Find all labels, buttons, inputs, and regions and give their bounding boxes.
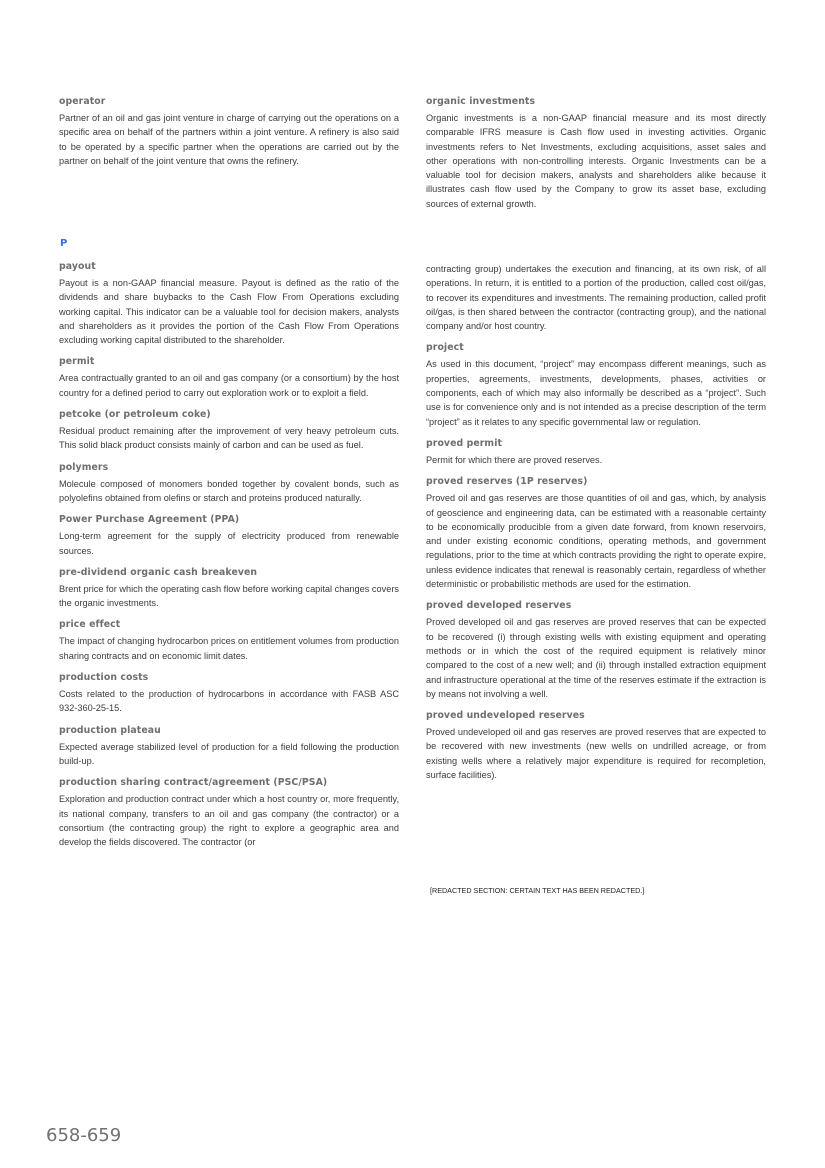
glossary-definition: Area contractually granted to an oil and gas company (or a consortium) by the host country for a defined period to carry out exploration work or to exploit a field. [59,373,399,398]
glossary-definition: Long-term agreement for the supply of electricity produced from renewable sources. [59,531,399,556]
glossary-definition: Permit for which there are proved reserves. [426,454,603,465]
glossary-term: proved developed reserves [426,600,572,612]
glossary-definition: Proved undeveloped oil and gas reserves are proved reserves that are expected to be recovered with new investments (new wells on undrilled acreage, or from existing wells where a relatively major expenditure is required for recompletion, surface facilities). [426,727,766,781]
glossary-term: production sharing contract/agreement (PSC/PSA) [59,777,328,789]
glossary-entry-production-costs [59,672,399,716]
glossary-definition: Molecule composed of monomers bonded together by covalent bonds, such as polyolefins obtained from olefins or starch and proteins produced naturally. [59,478,399,503]
right-column-top [426,96,766,220]
redacted-note: [REDACTED SECTION: CERTAIN TEXT HAS BEEN REDACTED.] [430,886,645,895]
left-column-bottom [59,261,399,858]
glossary-entry-proved-permit [426,438,766,467]
glossary-entry-polymers [59,462,399,506]
glossary-term: polymers [59,461,109,473]
glossary-term: proved reserves (1P reserves) [426,476,588,488]
glossary-definition: Proved oil and gas reserves are those quantities of oil and gas, which, by analysis of geoscience and engineering data, can be estimated with a reasonable certainty to be economically producible from a given date forward, from known reservoirs, and under existing economic conditions, operating methods, and government regulations, prior to the time at which contracts providing the right to operate expire, unless evidence indicates that renewal is reasonably certain, regardless of whether deterministic or probabilistic methods are used for the estimation. [426,493,766,590]
glossary-entry-permit [59,356,399,400]
glossary-entry-pre-dividend-breakeven [59,567,399,611]
glossary-entry-psc-psa [59,777,399,849]
glossary-term: price effect [59,619,121,631]
glossary-entry-payout [59,261,399,347]
glossary-definition: Payout is a non-GAAP financial measure. Payout is defined as the ratio of the dividends and share buybacks to the Cash Flow From Operations excluding working capital. This indicator can be a valuable tool for decision makers, analysts and shareholders as it provides the portion of the Cash Flow From Operations excluding working capital distributed to the shareholder. [59,278,399,346]
right-column-bottom [426,262,766,791]
glossary-definition: Partner of an oil and gas joint venture in charge of carrying out the operations on a specific area on behalf of the partners within a joint venture. A refinery is also said to be operated by a specific partner when the operations are carried out by the partner on behalf of the joint venture that owns the refinery. [59,113,399,166]
glossary-definition: Residual product remaining after the improvement of very heavy petroleum cuts. This solid black product consists mainly of carbon and can be used as fuel. [59,426,399,451]
glossary-entry-production-plateau [59,725,399,769]
glossary-term: operator [59,96,106,107]
glossary-term: proved permit [426,437,503,449]
glossary-term: permit [59,356,95,368]
glossary-term: payout [59,261,96,272]
glossary-entry-operator [59,96,399,168]
glossary-entry-organic-investments [426,96,766,211]
glossary-term: project [426,342,464,354]
glossary-entry-petcoke [59,409,399,453]
glossary-term: production plateau [59,724,161,736]
glossary-entry-proved-undeveloped-reserves [426,710,766,782]
page-number: 658-659 [46,1125,122,1146]
glossary-definition: As used in this document, “project” may encompass different meanings, such as properties, agreements, investments, developments, phases, activities or components, each of which may also informally be described as a “project”. Such use is for convenience only and is not intended as a precise description of the term “project” as it relates to any specific governmental law or regulation. [426,359,766,427]
psc-definition-continued: contracting group) undertakes the execution and financing, at its own risk, of all operations. In return, it is entitled to a portion of the production, called cost oil/gas, to recover its expenditures and investments. The remaining production, called profit oil/gas, is then shared between the contractor (contracting group), and the national company and/or host country. [426,264,766,332]
glossary-entry-project [426,342,766,428]
glossary-term: production costs [59,672,149,684]
glossary-entry-proved-reserves [426,476,766,591]
section-letter: P [60,238,68,249]
glossary-term: proved undeveloped reserves [426,710,585,722]
glossary-definition: Costs related to the production of hydrocarbons in accordance with FASB ASC 932-360-25-15. [59,689,399,714]
glossary-term: Power Purchase Agreement (PPA) [59,514,240,526]
left-column-top [59,96,399,177]
glossary-entry-proved-developed-reserves [426,600,766,701]
glossary-entry-ppa [59,514,399,558]
glossary-definition: Expected average stabilized level of production for a field following the production build-up. [59,741,399,766]
glossary-term: organic investments [426,96,536,107]
glossary-entry-price-effect [59,619,399,663]
glossary-term: petcoke (or petroleum coke) [59,409,211,421]
glossary-definition: Brent price for which the operating cash flow before working capital changes covers the organic investments. [59,583,399,609]
glossary-definition: Exploration and production contract under which a host country or, more frequently, its national company, transfers to an oil and gas company (the contractor) or a consortium (the contracting group) the right to explore a geographic area and develop the fields discovered. The contractor (or [59,794,399,848]
glossary-definition: The impact of changing hydrocarbon prices on entitlement volumes from production sharing contracts and on economic limit dates. [59,636,399,661]
glossary-definition: Proved developed oil and gas reserves are proved reserves that can be expected to be recovered (i) through existing wells with existing equipment and operating methods or in which the cost of the required equipment is relatively minor compared to the cost of a new well; and (ii) through installed extraction equipment and infrastructure operational at the time of the reserves estimate if the extraction is by means not involving a well. [426,617,766,699]
glossary-term: pre-dividend organic cash breakeven [59,566,258,578]
glossary-definition: Organic investments is a non-GAAP financial measure and its most directly comparable IFRS measure is Cash flow used in investing activities. Organic investments refers to Net Investments, excluding acquisitions, asset sales and other operations with non-controlling interests. Organic Investments can be a valuable tool for decision makers, analysts and shareholders alike because it illustrates cash flow used by the Company to grow its asset base, excluding sources of external growth. [426,113,766,209]
